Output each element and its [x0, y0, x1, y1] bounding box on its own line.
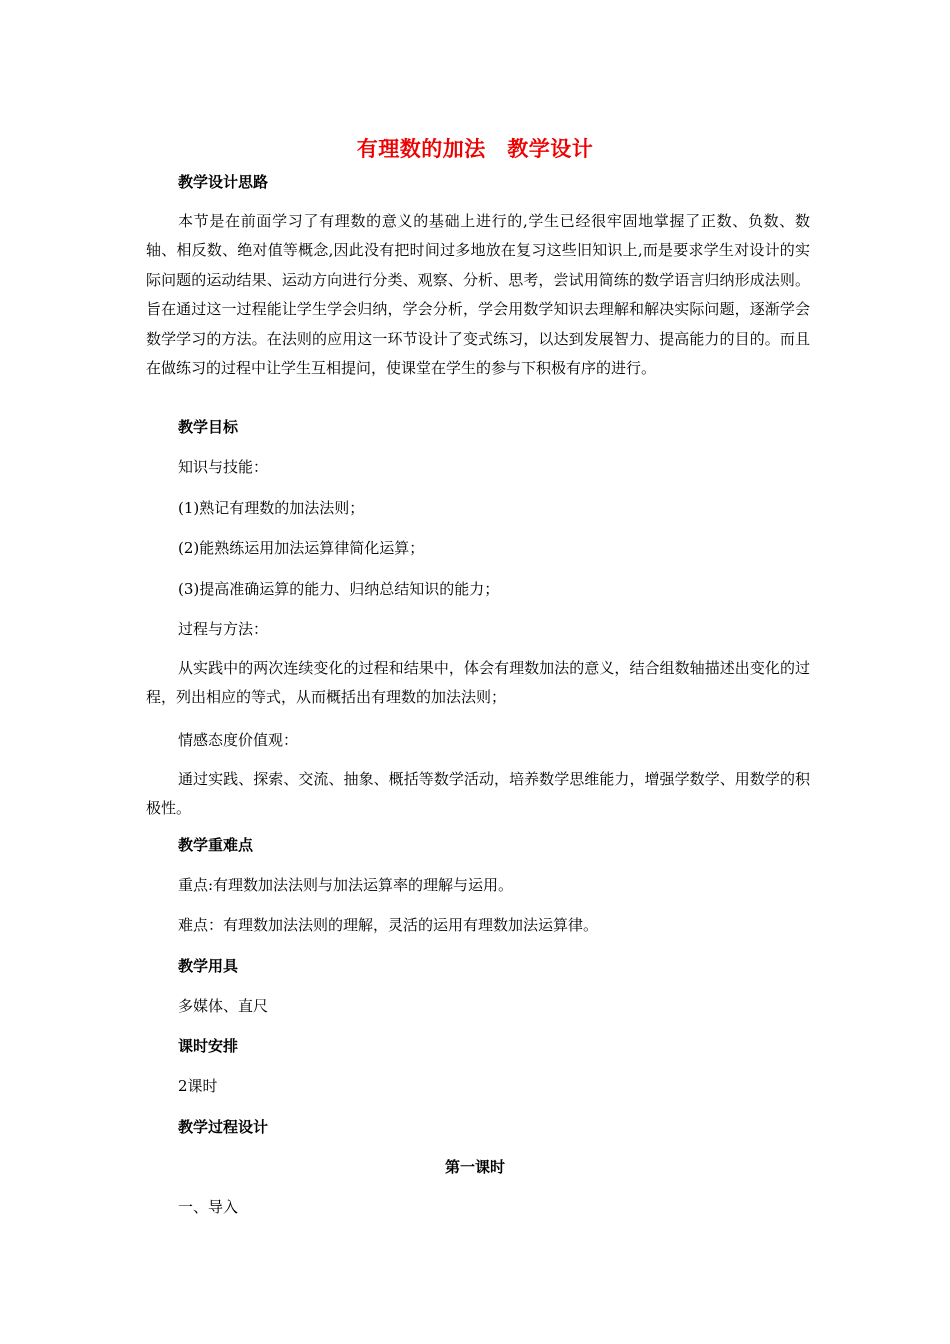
- tools-text: 多媒体、直尺: [178, 997, 269, 1015]
- schedule-text: 2课时: [178, 1077, 218, 1095]
- key-point-text: 重点:有理数加法法则与加法运算率的理解与运用。: [178, 876, 514, 894]
- paragraph-design-idea: 本节是在前面学习了有理数的意义的基础上进行的,学生已经很牢固地掌握了正数、负数、数轴、相反数、绝对值等概念,因此没有把时间过多地放在复习这些旧知识上,而是要求学生对设计的实际问题的运动结果、运动方向进行分类、观察、分析、思考，尝试用简练的数学语言归纳形成法则。旨在通过这一过程能让学生学会归纳，学会分析，学会用数学知识去理解和解决实际问题，逐渐学会数学学习的方法。在法则的应用这一环节设计了变式练习，以达到发展智力、提高能力的目的。而且在做练习的过程中让学生互相提问，使课堂在学生的参与下积极有序的进行。: [146, 212, 810, 378]
- heading-key-points: 教学重难点: [178, 836, 254, 854]
- heading-design-idea: 教学设计思路: [178, 173, 269, 191]
- heading-goals: 教学目标: [178, 418, 239, 436]
- paragraph-process-method: 从实践中的两次连续变化的过程和结果中，体会有理数加法的意义，结合组数轴描述出变化的过程，列出相应的等式，从而概括出有理数的加法法则；: [146, 659, 810, 707]
- label-process-method: 过程与方法：: [178, 620, 269, 638]
- label-knowledge-skills: 知识与技能：: [178, 458, 269, 476]
- document-title: 有理数的加法 教学设计: [356, 137, 594, 161]
- heading-schedule: 课时安排: [178, 1037, 239, 1055]
- lesson-title: 第一课时: [444, 1158, 505, 1176]
- heading-process: 教学过程设计: [178, 1118, 269, 1136]
- goal-item-3: (3)提高准确运算的能力、归纳总结知识的能力；: [178, 580, 500, 598]
- goal-item-2: (2)能熟练运用加法运算律简化运算；: [178, 539, 425, 557]
- label-emotion-values: 情感态度价值观：: [178, 731, 299, 749]
- difficult-point-text: 难点：有理数加法法则的理解，灵活的运用有理数加法运算律。: [178, 916, 599, 934]
- heading-tools: 教学用具: [178, 957, 239, 975]
- step-intro: 一、导入: [178, 1198, 239, 1216]
- goal-item-1: (1)熟记有理数的加法法则；: [178, 499, 365, 517]
- paragraph-emotion-values: 通过实践、探索、交流、抽象、概括等数学活动，培养数学思维能力，增强学数学、用数学的积极性。: [146, 770, 810, 818]
